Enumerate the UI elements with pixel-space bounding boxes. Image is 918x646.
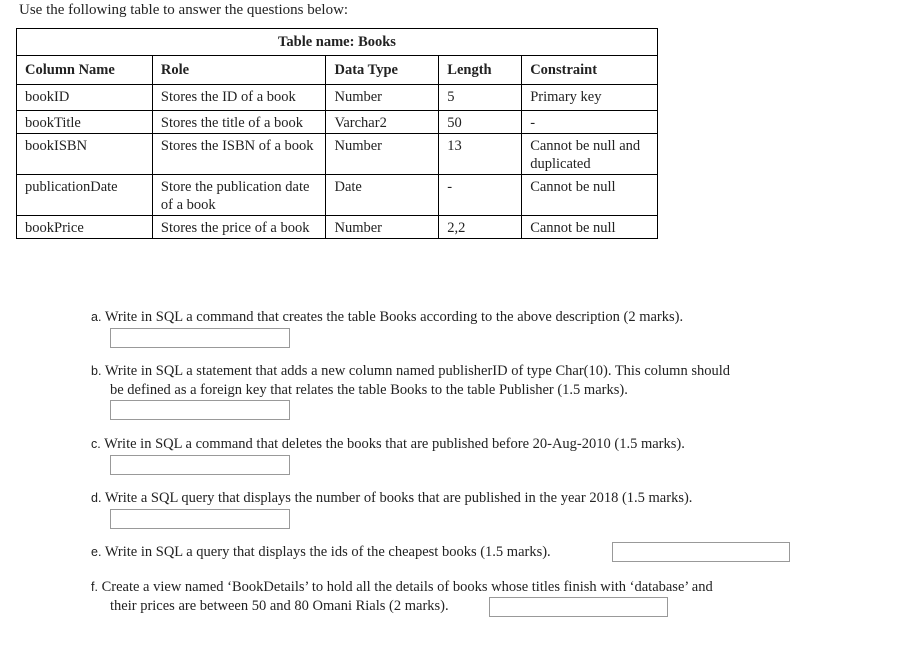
question-label: c. — [91, 437, 101, 451]
answer-b-input[interactable] — [110, 400, 290, 420]
question-text: Write in SQL a command that creates the table Books according to the above description (2 marks). — [104, 309, 684, 325]
question-text: Write in SQL a query that displays the ids of the cheapest books (1.5 marks). — [104, 544, 551, 560]
column-header: Column Name — [17, 56, 153, 85]
column-header: Length — [439, 56, 522, 85]
table-cell: Cannot be null and duplicated — [522, 134, 658, 175]
table-cell: 13 — [439, 134, 522, 175]
table-cell: bookISBN — [17, 134, 153, 175]
table-cell: 50 — [439, 111, 522, 134]
table-cell: publicationDate — [17, 175, 153, 216]
table-row — [17, 85, 658, 111]
table-cell: Stores the ID of a book — [152, 85, 326, 111]
table-cell: Stores the ISBN of a book — [152, 134, 326, 175]
question-c — [91, 435, 685, 454]
answer-e-input[interactable] — [612, 542, 790, 562]
table-cell: Number — [326, 85, 439, 111]
table-cell: Stores the price of a book — [152, 216, 326, 239]
table-cell: 5 — [439, 85, 522, 111]
table-cell: bookID — [17, 85, 153, 111]
table-cell: - — [439, 175, 522, 216]
question-text: Write in SQL a statement that adds a new column named publisherID of type Char(10). This column should — [104, 363, 731, 379]
table-cell: 2,2 — [439, 216, 522, 239]
table-cell: Cannot be null — [522, 216, 658, 239]
table-cell: - — [522, 111, 658, 134]
table-cell: bookTitle — [17, 111, 153, 134]
question-label: f. — [91, 580, 98, 594]
question-e — [91, 543, 551, 562]
table-row — [17, 134, 658, 175]
answer-c-input[interactable] — [110, 455, 290, 475]
table-cell: Cannot be null — [522, 175, 658, 216]
question-b — [91, 362, 730, 400]
question-text-continued: be defined as a foreign key that relates the table Books to the table Publisher (1.5 marks). — [110, 382, 628, 398]
question-d — [91, 489, 692, 508]
table-row — [17, 216, 658, 239]
answer-a-input[interactable] — [110, 328, 290, 348]
instructions-text: Use the following table to answer the questions below: — [19, 2, 349, 18]
column-header: Data Type — [326, 56, 439, 85]
table-title: Table name: Books — [17, 29, 658, 56]
question-label: e. — [91, 545, 102, 559]
table-cell: Number — [326, 216, 439, 239]
answer-f-input[interactable] — [489, 597, 668, 617]
table-row — [17, 111, 658, 134]
table-row — [17, 175, 658, 216]
column-header: Role — [152, 56, 326, 85]
question-text: Write a SQL query that displays the number of books that are published in the year 2018 (1.5 marks). — [104, 490, 693, 506]
question-label: b. — [91, 364, 102, 378]
table-cell: Number — [326, 134, 439, 175]
column-header: Constraint — [522, 56, 658, 85]
question-text: Create a view named ‘BookDetails’ to hold all the details of books whose titles finish with ‘database’ and — [101, 579, 713, 595]
table-cell: Varchar2 — [326, 111, 439, 134]
books-table — [16, 28, 658, 239]
table-cell: Stores the title of a book — [152, 111, 326, 134]
table-cell: Date — [326, 175, 439, 216]
question-text-continued: their prices are between 50 and 80 Omani Rials (2 marks). — [110, 598, 449, 614]
question-label: a. — [91, 310, 102, 324]
table-header-row — [17, 56, 658, 85]
table-cell: bookPrice — [17, 216, 153, 239]
answer-d-input[interactable] — [110, 509, 290, 529]
table-cell: Store the publication date of a book — [152, 175, 326, 216]
question-label: d. — [91, 491, 102, 505]
table-cell: Primary key — [522, 85, 658, 111]
question-text: Write in SQL a command that deletes the books that are published before 20-Aug-2010 (1.5 marks). — [104, 436, 685, 452]
question-a — [91, 308, 683, 327]
